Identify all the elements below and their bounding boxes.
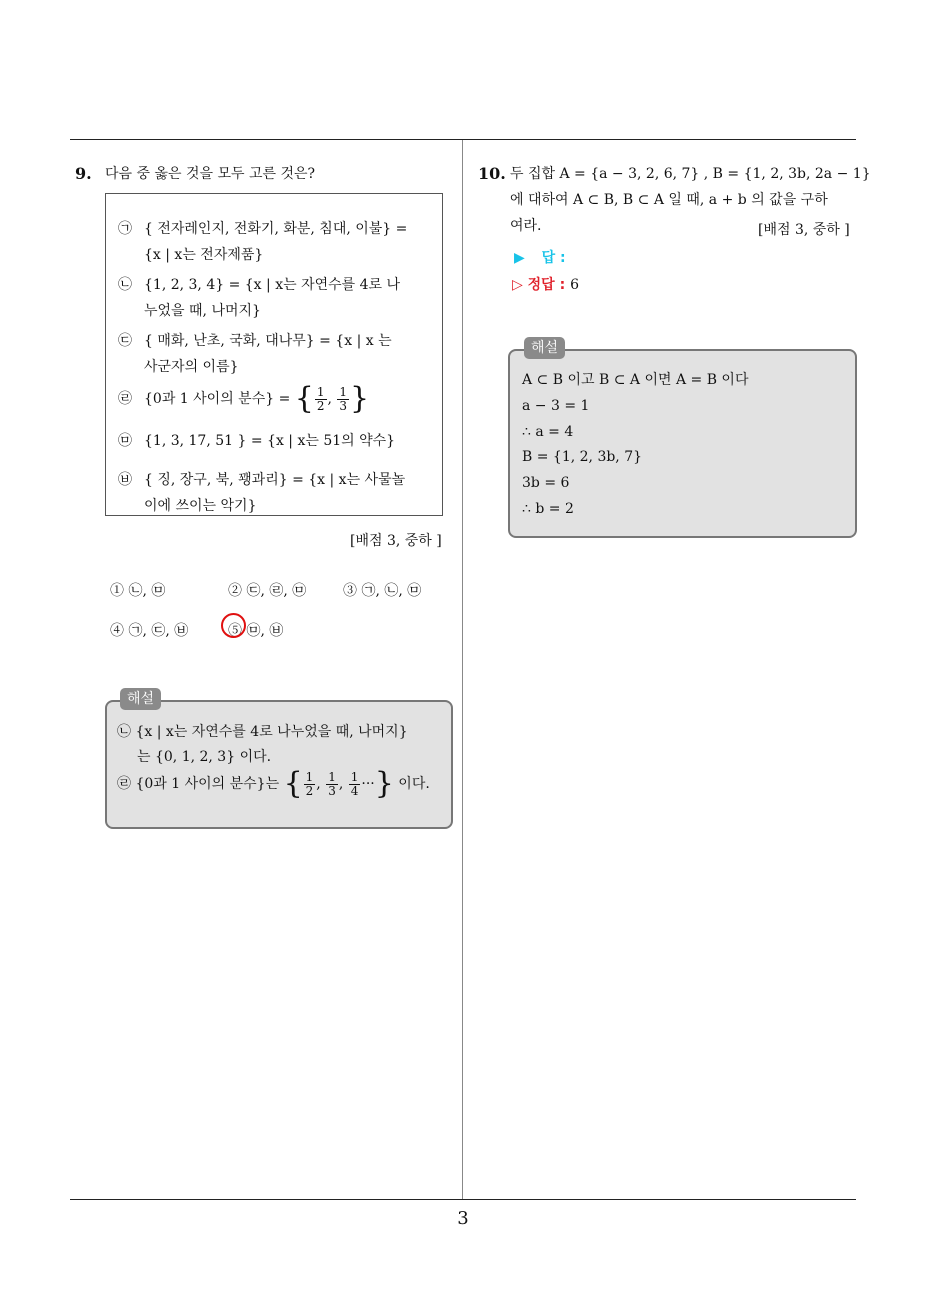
question-9-score: [배점 3, 중하 ] (350, 533, 442, 549)
fraction: $\frac{1}{3}$ (339, 384, 348, 413)
fraction: $\frac{1}{2}$ (316, 384, 325, 413)
statement-line: {1, 3, 17, 51 } = {x | x는 51의 약수} (144, 433, 396, 449)
statement-marker: ㉢ (118, 333, 132, 349)
statement-line: 사군자의 이름} (144, 359, 239, 375)
fraction: $\frac{1}{3}$ (328, 769, 336, 798)
statement-line: 누었을 때, 나머지} (144, 303, 261, 319)
statement-line: 이에 쓰이는 악기} (144, 498, 257, 514)
correct-answer-value: 6 (570, 277, 579, 293)
statement-3 (118, 328, 428, 380)
statement-1 (118, 216, 428, 268)
option-2[interactable]: ② ㉢, ㉣, ㉤ (228, 583, 307, 599)
question-10-line: 여라. (510, 218, 542, 234)
right-brace: } (374, 766, 394, 801)
answer-input-row[interactable] (514, 247, 566, 267)
question-10-explanation-line: 3b = 6 (522, 475, 570, 491)
question-10-explanation-line: ∴ b = 2 (522, 501, 574, 517)
question-9-prompt: 다음 중 옳은 것을 모두 고른 것은? (105, 166, 316, 182)
outline-arrow-icon: ▷ (512, 277, 523, 293)
statement-line: { 징, 장구, 북, 꽹과리} = {x | x는 사물놀 (144, 472, 406, 488)
question-9-explanation-tag: 해설 (120, 688, 161, 710)
question-9-explanation-line: ㉡ {x | x는 자연수를 4로 나누었을 때, 나머지} (117, 724, 408, 740)
column-divider (462, 140, 463, 1200)
statement-marker: ㉤ (118, 433, 132, 449)
statement-4: ㉣ {0과 1 사이의 분수} = { $\frac{1}{2}$ , $\frac{1}{3}$ } (118, 381, 370, 416)
fraction: $\frac{1}{2}$ (305, 769, 314, 798)
statement-marker: ㉡ (118, 277, 132, 293)
question-9-explanation-line: 는 {0, 1, 2, 3} 이다. (137, 749, 272, 765)
option-3[interactable]: ③ ㉠, ㉡, ㉤ (343, 583, 422, 599)
option-4[interactable]: ④ ㉠, ㉢, ㉥ (110, 623, 189, 639)
statement-line: { 전자레인지, 전화기, 화분, 침대, 이불} = (144, 221, 408, 237)
left-brace: { (283, 766, 303, 801)
right-brace: } (350, 381, 370, 416)
question-10-explanation-line: ∴ a = 4 (522, 424, 574, 440)
question-9-number: 9. (75, 164, 92, 183)
question-10-line: 에 대하여 A ⊂ B, B ⊂ A 일 때, a + b 의 값을 구하 (510, 192, 828, 208)
statement-marker: ㉣ (118, 391, 132, 407)
left-brace: { (294, 381, 314, 416)
statement-6 (118, 467, 428, 519)
option-5[interactable]: ⑤ ㉤, ㉥ (228, 623, 284, 639)
question-9-explanation-line: ㉣ {0과 1 사이의 분수}는 { $\frac{1}{2}$ , $\frac{1}{3}$ , $\frac{1}{4}$ ···} 이다. (117, 766, 430, 801)
statement-line: {1, 2, 3, 4} = {x | x는 자연수를 4로 나 (144, 277, 401, 293)
question-10-line: 두 집합 A = {a − 3, 2, 6, 7} , B = {1, 2, 3b, 2a − 1} (510, 166, 871, 182)
question-10-explanation-line: a − 3 = 1 (522, 398, 590, 414)
question-10-score: [배점 3, 중하 ] (758, 222, 850, 238)
play-arrow-icon: ▶ (514, 250, 525, 266)
question-10-explanation-line: A ⊂ B 이고 B ⊂ A 이면 A = B 이다 (522, 372, 749, 388)
option-1[interactable]: ① ㉡, ㉤ (110, 583, 166, 599)
correct-answer-label: 정답 : (527, 277, 566, 293)
selected-answer-circle (221, 613, 246, 638)
statement-marker: ㉠ (118, 221, 132, 237)
statement-box (105, 193, 443, 516)
question-10-explanation-tag: 해설 (524, 337, 565, 359)
fraction: $\frac{1}{4}$ (350, 769, 359, 798)
page-number: 3 (457, 1208, 469, 1229)
statement-line: {0과 1 사이의 분수} = (144, 391, 295, 407)
statement-2 (118, 272, 428, 324)
correct-answer-row (512, 274, 579, 294)
statement-5 (118, 428, 428, 454)
statement-line: { 매화, 난초, 국화, 대나무} = {x | x 는 (144, 333, 392, 349)
bottom-rule (70, 1199, 856, 1200)
statement-marker: ㉥ (118, 472, 132, 488)
question-10-number: 10. (478, 164, 506, 183)
question-10-explanation-line: B = {1, 2, 3b, 7} (522, 449, 643, 465)
top-rule (70, 139, 856, 140)
answer-label: 답 : (541, 250, 566, 266)
statement-line: {x | x는 전자제품} (144, 247, 264, 263)
